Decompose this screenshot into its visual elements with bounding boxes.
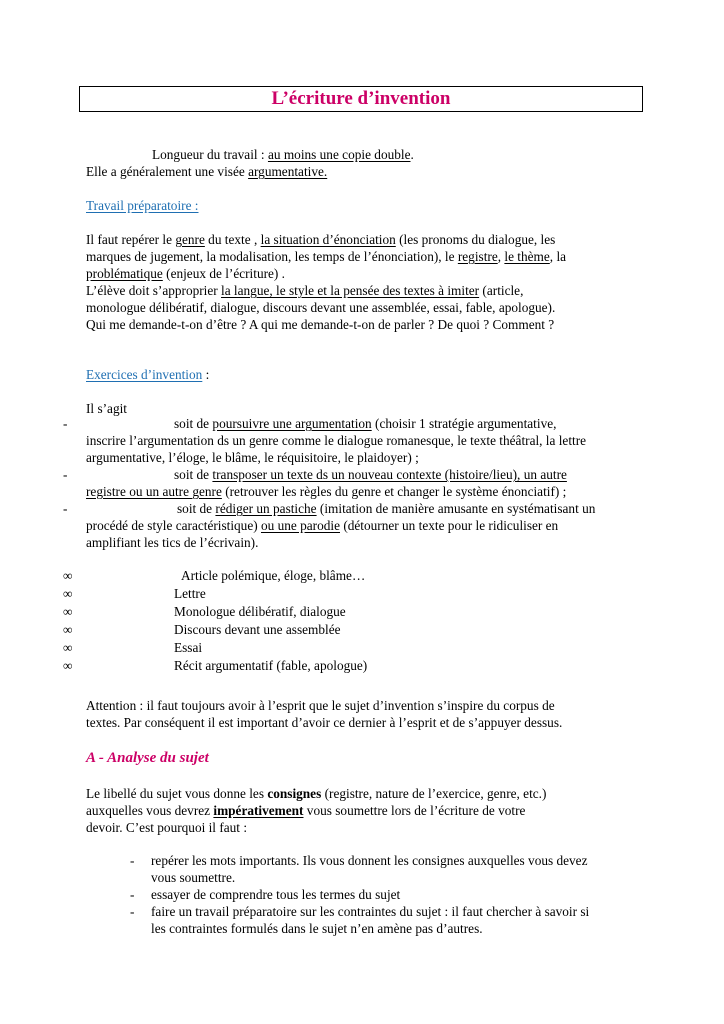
genre-item: Discours devant une assemblée xyxy=(174,622,341,637)
exercise-underlined: transposer un texte ds un nouveau contexte (histoire/lieu), un autre xyxy=(212,467,567,482)
prep-text: (enjeux de l’écriture) . xyxy=(162,266,286,281)
section-heading: A - Analyse du sujet xyxy=(86,750,209,766)
prep-line-4 xyxy=(86,282,523,299)
analyse-text: Le libellé du sujet vous donne les xyxy=(86,786,268,801)
exercise-text: soit de xyxy=(174,467,213,482)
exercise-1-line-3: argumentative, l’éloge, le blâme, le réquisitoire, le plaidoyer) ; xyxy=(86,450,419,465)
analyse-bullet-1-line-2: vous soumettre. xyxy=(151,870,236,885)
genre-item: Monologue délibératif, dialogue xyxy=(174,604,346,619)
intro-text: Elle a généralement une visée xyxy=(86,164,249,179)
exercise-dash: - xyxy=(63,416,68,431)
exercises-heading-text: Exercices d’invention xyxy=(86,367,203,382)
analyse-dash: - xyxy=(130,904,135,919)
exercises-intro: Il s’agit xyxy=(86,401,127,416)
prep-text: du texte , xyxy=(204,232,261,247)
prep-text: marques de jugement, la modalisation, les temps de l’énonciation), le xyxy=(86,249,458,264)
exercise-2-line-2 xyxy=(86,483,566,500)
prep-heading: Travail préparatoire : xyxy=(86,198,199,213)
exercises-heading xyxy=(86,366,209,383)
genre-item: Récit argumentatif (fable, apologue) xyxy=(174,658,368,673)
analyse-text: vous soumettre lors de l’écriture de votre xyxy=(303,803,526,818)
exercise-1-line-1 xyxy=(174,415,556,432)
genre-item: Essai xyxy=(174,640,203,655)
exercise-underlined: registre ou un autre genre xyxy=(86,484,222,499)
attention-line-1: Attention : il faut toujours avoir à l’esprit que le sujet d’invention s’inspire du corpus de xyxy=(86,698,555,713)
exercise-1-line-2: inscrire l’argumentation ds un genre comme le dialogue romanesque, le texte théâtral, la lettre xyxy=(86,433,587,448)
exercise-3-line-1 xyxy=(177,500,595,517)
exercise-3-line-2 xyxy=(86,517,558,534)
analyse-bullet-2: essayer de comprendre tous les termes du sujet xyxy=(151,887,401,902)
analyse-line-3: devoir. C’est pourquoi il faut : xyxy=(86,820,248,835)
exercise-text: (détourner un texte pour le ridiculiser en xyxy=(340,518,559,533)
prep-line-1 xyxy=(86,231,555,248)
prep-line-6: Qui me demande-t-on d’être ? A qui me demande-t-on de parler ? De quoi ? Comment ? xyxy=(86,317,555,332)
analyse-bold: consignes xyxy=(267,786,322,801)
prep-underlined: registre xyxy=(457,249,498,264)
analyse-line-1 xyxy=(86,785,546,802)
analyse-bullet-3-line-1: faire un travail préparatoire sur les contraintes du sujet : il faut chercher à savoir si xyxy=(151,904,590,919)
infinity-bullet-icon: ∞ xyxy=(63,622,73,637)
analyse-bullet-3-line-2: les contraintes formulés dans le sujet n’en amène pas d’autres. xyxy=(151,921,483,936)
prep-text: , xyxy=(497,249,505,264)
exercise-text: procédé de style caractéristique) xyxy=(86,518,261,533)
exercise-underlined: rédiger un pastiche xyxy=(215,501,317,516)
analyse-bold-underlined: impérativement xyxy=(213,803,304,818)
exercise-text: (imitation de manière amusante en systématisant un xyxy=(316,501,596,516)
prep-line-3 xyxy=(86,265,285,282)
prep-line-2 xyxy=(86,248,566,265)
infinity-bullet-icon: ∞ xyxy=(63,658,73,673)
attention-line-2: textes. Par conséquent il est important d’avoir ce dernier à l’esprit et de s’appuyer dessus. xyxy=(86,715,563,730)
analyse-line-2 xyxy=(86,802,525,819)
analyse-bullet-1-line-1: repérer les mots importants. Ils vous donnent les consignes auxquelles vous devez xyxy=(151,853,588,868)
intro-text: . xyxy=(410,147,414,162)
exercise-text: (choisir 1 stratégie argumentative, xyxy=(371,416,557,431)
genre-item: Lettre xyxy=(174,586,206,601)
title-box xyxy=(79,86,643,112)
analyse-text: auxquelles vous devrez xyxy=(86,803,214,818)
prep-text: L’élève doit s’approprier xyxy=(86,283,222,298)
prep-underlined: problématique xyxy=(86,266,163,281)
page-title: L’écriture d’invention xyxy=(271,88,451,109)
prep-text: , la xyxy=(549,249,567,264)
intro-line-2 xyxy=(86,163,327,180)
exercise-dash: - xyxy=(63,467,68,482)
exercise-text: soit de xyxy=(174,416,213,431)
infinity-bullet-icon: ∞ xyxy=(63,568,73,583)
analyse-dash: - xyxy=(130,853,135,868)
exercise-text: (retrouver les règles du genre et changer le système énonciatif) ; xyxy=(221,484,567,499)
exercise-dash: - xyxy=(63,501,68,516)
exercise-underlined: poursuivre une argumentation xyxy=(212,416,372,431)
infinity-bullet-icon: ∞ xyxy=(63,604,73,619)
analyse-text: (registre, nature de l’exercice, genre, etc.) xyxy=(321,786,547,801)
intro-underlined: au moins une copie double xyxy=(267,147,411,162)
prep-underlined: le thème xyxy=(504,249,550,264)
prep-text: (article, xyxy=(479,283,524,298)
prep-text: Il faut repérer le xyxy=(86,232,176,247)
prep-underlined: la situation d’énonciation xyxy=(260,232,396,247)
analyse-dash: - xyxy=(130,887,135,902)
intro-text: Longueur du travail : xyxy=(152,147,268,162)
exercise-underlined: ou une parodie xyxy=(260,518,340,533)
infinity-bullet-icon: ∞ xyxy=(63,586,73,601)
infinity-bullet-icon: ∞ xyxy=(63,640,73,655)
exercise-text: soit de xyxy=(177,501,216,516)
intro-line-1 xyxy=(152,146,414,163)
genre-item: Article polémique, éloge, blâme… xyxy=(181,568,366,583)
exercise-2-line-1 xyxy=(174,466,567,483)
prep-line-5: monologue délibératif, dialogue, discours devant une assemblée, essai, fable, apologue). xyxy=(86,300,556,315)
intro-underlined: argumentative. xyxy=(248,164,328,179)
prep-text: (les pronoms du dialogue, les xyxy=(395,232,556,247)
exercise-3-line-3: amplifiant les tics de l’écrivain). xyxy=(86,535,259,550)
prep-underlined: genre xyxy=(175,232,205,247)
exercises-heading-colon: : xyxy=(202,367,210,382)
prep-underlined: la langue, le style et la pensée des textes à imiter xyxy=(221,283,480,298)
